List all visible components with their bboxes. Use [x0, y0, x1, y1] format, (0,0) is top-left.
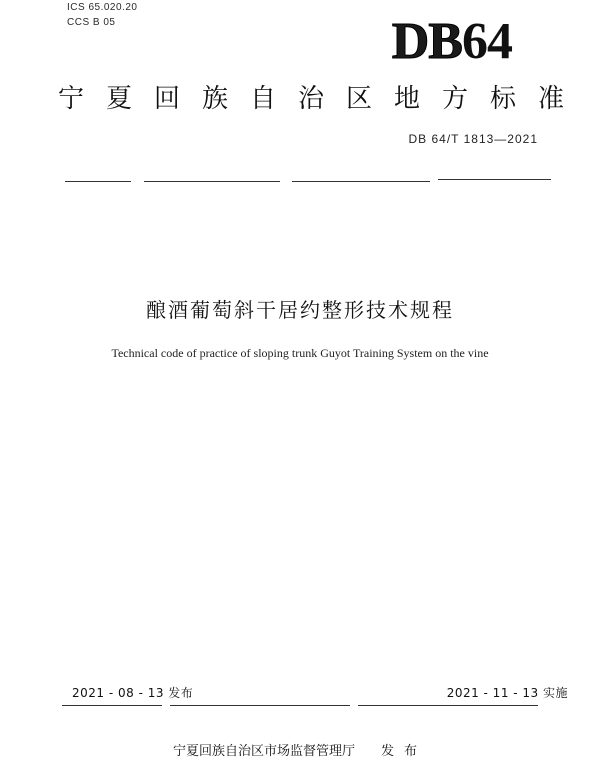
- header-rule-segment-4: [438, 179, 551, 180]
- standard-category-title: 宁夏回族自治区地方标准: [57, 84, 586, 114]
- document-title-chinese: 酿酒葡萄斜干居约整形技术规程: [146, 298, 454, 322]
- footer-rule-segment-3: [358, 705, 538, 706]
- footer-rule-segment-2: [170, 705, 350, 706]
- header-rule-segment-3: [292, 181, 430, 182]
- logo-region-number: 64: [462, 13, 512, 70]
- ics-code: ICS 65.020.20: [67, 2, 138, 13]
- ccs-code: CCS B 05: [67, 17, 116, 28]
- issuer-line: [0, 740, 600, 759]
- implement-date: 2021 - 11 - 13 实施: [446, 686, 568, 700]
- issuer-verb: 发布: [381, 744, 428, 759]
- standard-number: DB 64/T 1813—2021: [408, 132, 538, 146]
- issuer-name: 宁夏回族自治区市场监督管理厅: [172, 744, 355, 759]
- logo-db-letters: DB: [391, 13, 462, 70]
- header-rule-segment-2: [144, 181, 280, 182]
- db-logo: [392, 14, 512, 70]
- publish-date: 2021 - 08 - 13 发布: [72, 686, 194, 700]
- header-rule-segment-1: [65, 181, 131, 182]
- document-title-english: Technical code of practice of sloping trunk Guyot Training System on the vine: [111, 346, 489, 360]
- footer-rule-segment-1: [62, 705, 162, 706]
